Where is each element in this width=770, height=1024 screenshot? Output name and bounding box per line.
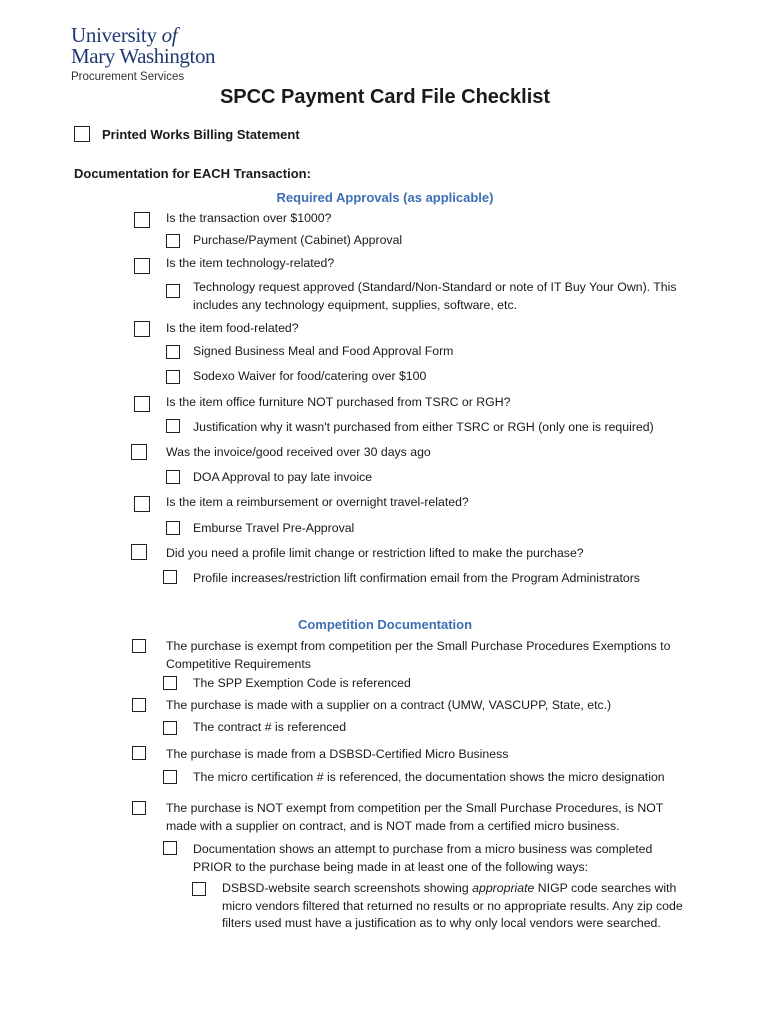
q2-label: Is the item technology-related? [166,256,335,270]
c2-contract-checkbox[interactable] [163,721,177,735]
c3-checkbox[interactable] [132,746,146,760]
c4-screenshots-text-b: NIGP code searches with micro vendors filtered that returned no results or no appropriate results. Any zip code filters used must have a justification as to why only local vendors were searched. [222,881,683,930]
required-approvals-heading: Required Approvals (as applicable) [276,190,494,205]
c4-checkbox[interactable] [132,801,146,815]
c4-attempt-label: Documentation shows an attempt to purchase from a micro business was completed PRIOR to the purchase being made in at least one of the following ways: [193,842,653,874]
q4-justification-checkbox[interactable] [166,419,180,433]
q6-label: Is the item a reimbursement or overnight travel-related? [166,495,469,509]
c2-label: The purchase is made with a supplier on a contract (UMW, VASCUPP, State, etc.) [166,698,612,712]
c4-label: The purchase is NOT exempt from competition per the Small Purchase Procedures, is NOT made with a supplier on contract, and is NOT made from a certified micro business. [166,801,664,833]
q5-label: Was the invoice/good received over 30 days ago [166,445,431,459]
c4-attempt-checkbox[interactable] [163,841,177,855]
q1-label: Is the transaction over $1000? [166,211,332,225]
logo-university: University [71,23,157,47]
q6-checkbox[interactable] [134,496,150,512]
q2-approval-label: Technology request approved (Standard/Non-Standard or note of IT Buy Your Own). This includes any technology equipment, supplies, software, etc. [193,280,677,312]
q6-emburse-checkbox[interactable] [166,521,180,535]
c2-contract-label: The contract # is referenced [193,720,347,734]
c4-screenshots-checkbox[interactable] [192,882,206,896]
q5-checkbox[interactable] [131,444,147,460]
q7-label: Did you need a profile limit change or restriction lifted to make the purchase? [166,546,584,560]
q7-checkbox[interactable] [131,544,147,560]
q3-label: Is the item food-related? [166,321,299,335]
c4-screenshots-text-a: DSBSD-website search screenshots showing [222,881,473,895]
q1-approval-checkbox[interactable] [166,234,180,248]
q1-approval-label: Purchase/Payment (Cabinet) Approval [193,233,403,247]
c1-code-label: The SPP Exemption Code is referenced [193,676,411,690]
c1-checkbox[interactable] [132,639,146,653]
q7-profile-checkbox[interactable] [163,570,177,584]
documentation-heading: Documentation for EACH Transaction: [74,166,311,181]
c1-label: The purchase is exempt from competition per the Small Purchase Procedures Exemptions to Competitive Requirements [166,639,671,671]
q2-approval-checkbox[interactable] [166,284,180,298]
printed-works-checkbox[interactable] [74,126,90,142]
university-logo [71,24,215,83]
q7-profile-label: Profile increases/restriction lift confirmation email from the Program Administrators [193,571,640,585]
q4-label: Is the item office furniture NOT purchased from TSRC or RGH? [166,395,511,409]
q3-sodexo-checkbox[interactable] [166,370,180,384]
c3-label: The purchase is made from a DSBSD-Certified Micro Business [166,747,509,761]
competition-heading: Competition Documentation [297,617,473,632]
logo-line-2: Mary Washington [71,44,216,68]
page-title: SPCC Payment Card File Checklist [219,86,551,108]
q3-meal-label: Signed Business Meal and Food Approval Form [193,344,454,358]
q4-justification-label: Justification why it wasn't purchased from either TSRC or RGH (only one is required) [193,420,654,434]
q3-sodexo-label: Sodexo Waiver for food/catering over $100 [193,369,427,383]
c4-screenshots-emphasis: appropriate [472,881,535,895]
c1-code-checkbox[interactable] [163,676,177,690]
q2-checkbox[interactable] [134,258,150,274]
c4-screenshots-label [222,880,692,933]
q3-checkbox[interactable] [134,321,150,337]
q3-meal-checkbox[interactable] [166,345,180,359]
c3-micro-label: The micro certification # is referenced, the documentation shows the micro designation [193,770,665,784]
c2-checkbox[interactable] [132,698,146,712]
logo-of: of [161,23,178,47]
printed-works-label: Printed Works Billing Statement [102,127,300,142]
q6-emburse-label: Emburse Travel Pre-Approval [193,521,355,535]
logo-line-1 [71,24,215,46]
logo-subtitle: Procurement Services [71,71,185,83]
q1-checkbox[interactable] [134,212,150,228]
q5-doa-label: DOA Approval to pay late invoice [193,470,373,484]
c3-micro-checkbox[interactable] [163,770,177,784]
q4-checkbox[interactable] [134,396,150,412]
q5-doa-checkbox[interactable] [166,470,180,484]
